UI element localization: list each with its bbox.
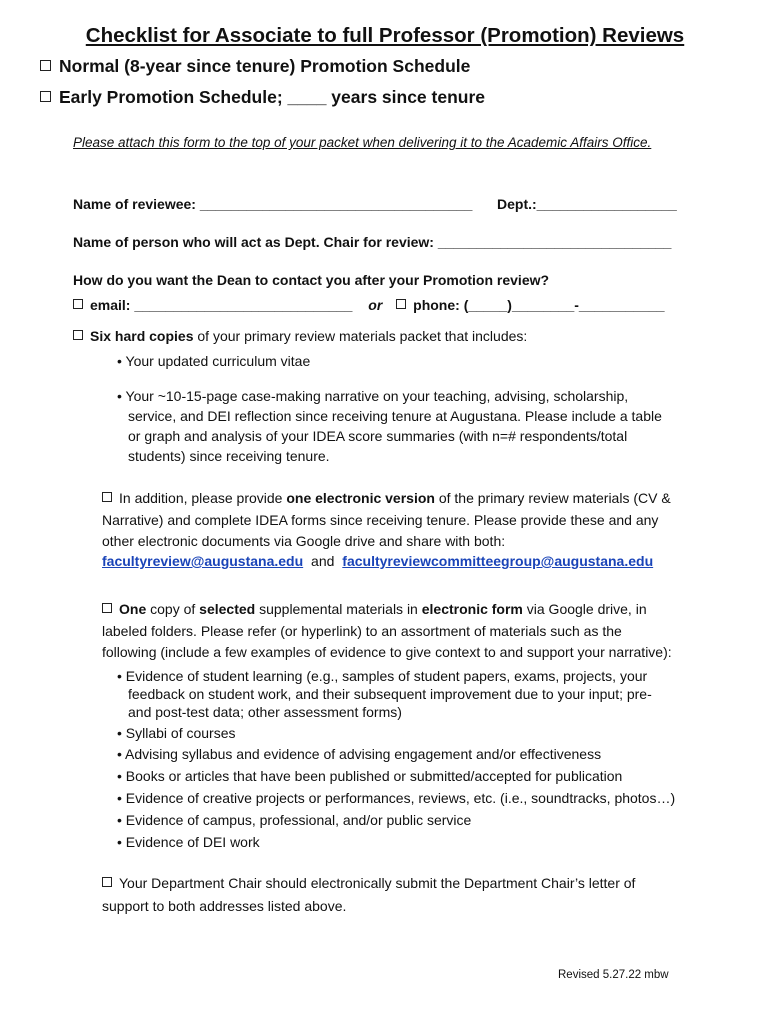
hard-copies-text: of your primary review materials packet that includes: xyxy=(193,328,528,344)
electronic-version-item xyxy=(102,488,671,509)
phone-checkbox[interactable] xyxy=(396,299,406,309)
electronic-line-3: other electronic documents via Google drive and share with both: xyxy=(102,533,506,549)
list-item-continuation: service, and DEI reflection since receiving tenure at Augustana. Please include a table xyxy=(128,408,662,424)
chair-letter-text: Your Department Chair should electronically submit the Department Chair’s letter of xyxy=(119,875,636,891)
list-item-continuation: feedback on student work, and their subsequent improvement due to your input; pre- xyxy=(128,686,652,702)
normal-schedule-option[interactable] xyxy=(40,56,470,77)
and-label: and xyxy=(311,553,335,569)
electronic-bold: one electronic version xyxy=(286,490,435,506)
email-field[interactable]: email: ____________________________ xyxy=(90,297,353,313)
revision-footer: Revised 5.27.22 mbw xyxy=(558,969,669,981)
supp-text-2: supplemental materials in xyxy=(255,601,422,617)
dept-field[interactable]: Dept.:__________________ xyxy=(497,196,677,212)
contact-question: How do you want the Dean to contact you after your Promotion review? xyxy=(73,272,550,288)
supplemental-line-3: following (include a few examples of evidence to give context to and support your narrative): xyxy=(102,644,672,660)
supplemental-line-2: labeled folders. Please refer (or hyperlink) to an assortment of materials such as the xyxy=(102,623,622,639)
chair-letter-item xyxy=(102,873,635,894)
page-title: Checklist for Associate to full Professor (Promotion) Reviews xyxy=(85,24,685,47)
list-item: • Your ~10-15-page case-making narrative on your teaching, advising, scholarship, xyxy=(117,388,629,404)
list-item: • Books or articles that have been published or submitted/accepted for publication xyxy=(117,768,623,784)
supp-electronic-form: electronic form xyxy=(421,601,523,617)
phone-field[interactable]: phone: (_____)________-___________ xyxy=(413,297,665,313)
list-item: • Evidence of DEI work xyxy=(117,834,260,850)
attach-instruction: Please attach this form to the top of your packet when delivering it to the Academic Affairs Office. xyxy=(73,135,652,150)
hard-copies-bold: Six hard copies xyxy=(90,328,194,344)
supp-one: One xyxy=(119,601,147,617)
list-item: • Evidence of student learning (e.g., samples of student papers, exams, projects, your xyxy=(117,668,648,684)
list-item: • Evidence of creative projects or performances, reviews, etc. (i.e., soundtracks, photos…) xyxy=(117,790,676,806)
list-item: • Your updated curriculum vitae xyxy=(117,353,311,369)
reviewee-name-field[interactable]: Name of reviewee: ___________________________________ xyxy=(73,196,473,212)
list-item-continuation: or graph and analysis of your IDEA score summaries (with n=# respondents/total xyxy=(128,428,628,444)
electronic-line-2: Narrative) and complete IDEA forms since receiving tenure. Please provide these and any xyxy=(102,512,659,528)
facultyreview-email-link[interactable]: facultyreview@augustana.edu xyxy=(102,553,304,569)
list-item-continuation: students) since receiving tenure. xyxy=(128,448,330,464)
list-item: • Syllabi of courses xyxy=(117,725,236,741)
electronic-version-checkbox[interactable] xyxy=(102,492,112,502)
or-label: or xyxy=(368,297,383,313)
chair-letter-line-2: support to both addresses listed above. xyxy=(102,898,347,914)
electronic-text: In addition, please provide xyxy=(119,490,287,506)
list-item: • Evidence of campus, professional, and/or public service xyxy=(117,812,472,828)
early-schedule-label: Early Promotion Schedule; ____ years since tenure xyxy=(59,87,486,107)
list-item: • Advising syllabus and evidence of advising engagement and/or effectiveness xyxy=(117,746,602,762)
contact-options xyxy=(73,297,665,313)
email-checkbox[interactable] xyxy=(73,299,83,309)
supp-text-3: via Google drive, in xyxy=(522,601,647,617)
early-schedule-checkbox[interactable] xyxy=(40,91,51,102)
supp-text-1: copy of xyxy=(146,601,200,617)
hard-copies-checkbox[interactable] xyxy=(73,330,83,340)
supplemental-item xyxy=(102,599,647,620)
hard-copies-item xyxy=(73,328,527,344)
electronic-emails xyxy=(102,551,653,572)
acting-chair-field[interactable]: Name of person who will act as Dept. Chair for review: ______________________________ xyxy=(73,234,672,250)
chair-letter-checkbox[interactable] xyxy=(102,877,112,887)
normal-schedule-checkbox[interactable] xyxy=(40,60,51,71)
list-item-continuation: and post-test data; other assessment forms) xyxy=(128,704,402,720)
electronic-text-2: of the primary review materials (CV & xyxy=(434,490,671,506)
committee-group-email-link[interactable]: facultyreviewcommitteegroup@augustana.edu xyxy=(342,553,654,569)
early-schedule-option[interactable] xyxy=(40,87,485,108)
supplemental-checkbox[interactable] xyxy=(102,603,112,613)
normal-schedule-label: Normal (8-year since tenure) Promotion Schedule xyxy=(59,56,471,76)
supp-selected: selected xyxy=(199,601,256,617)
